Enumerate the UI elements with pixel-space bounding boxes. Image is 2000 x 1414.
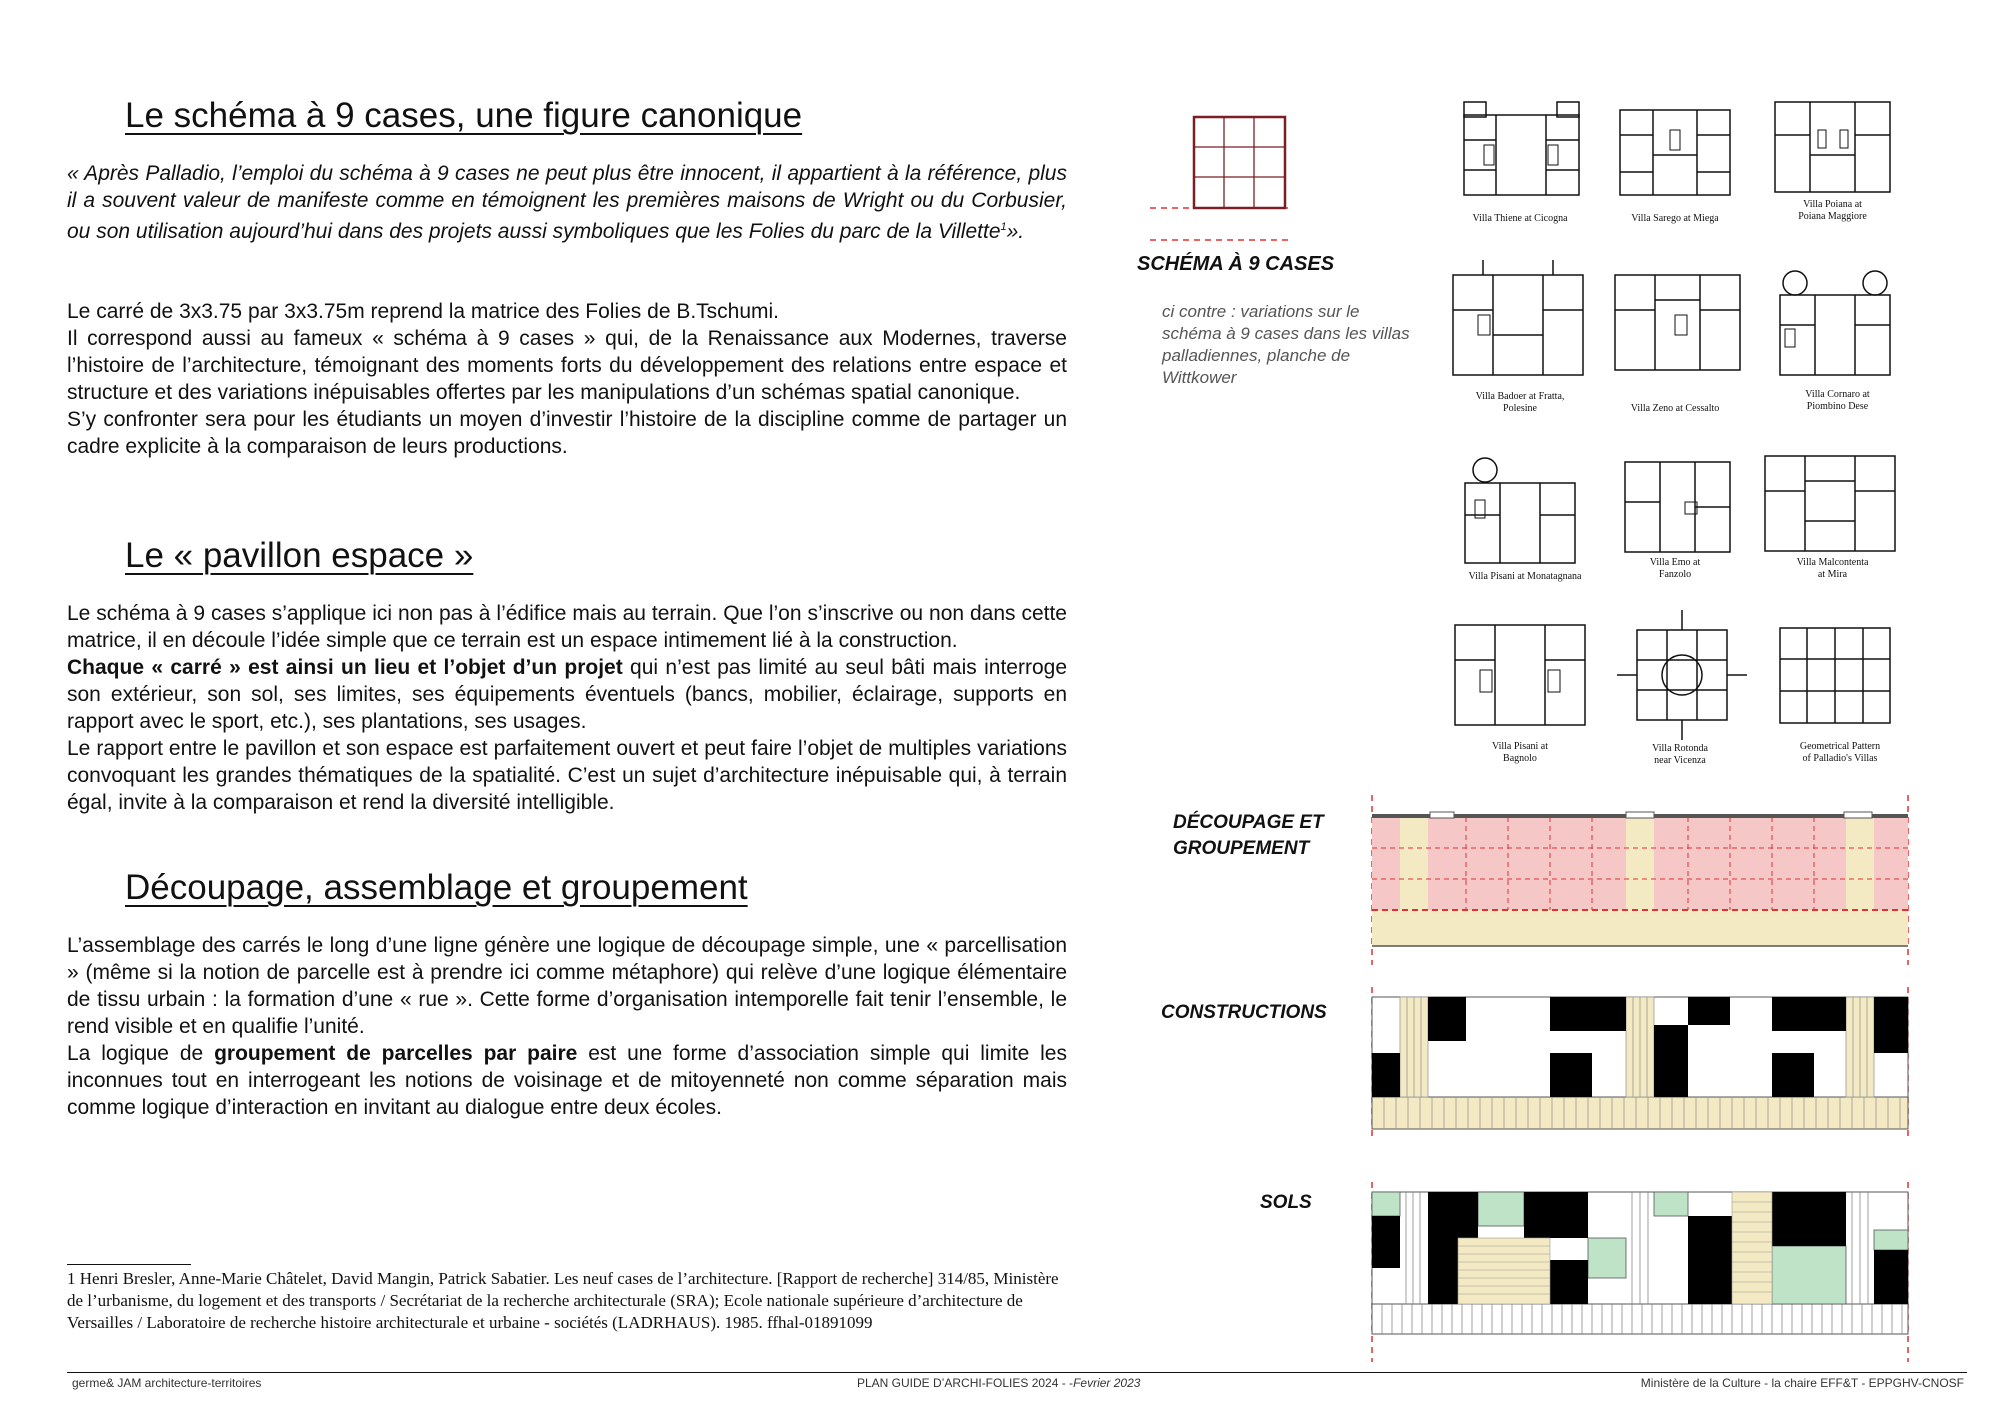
villa-caption-9: Villa Malcontenta at Mira [1796,557,1869,580]
villa-caption-8: Villa Emo at Fanzolo [1649,557,1701,580]
quote-text: « Après Palladio, l’emploi du schéma à 9 cases ne peut plus être innocent, il appartient à la référence, plus il a souvent valeur de manifeste comme en témoignent les premières maisons de Wright ou du Corbusier, ou son utilisation aujourd’hui dans des projets aussi symboliques que les Folies du parc de la Villette [67,162,1067,243]
villa-plan-poiana [1770,100,1895,200]
sols-label: SOLS [1260,1192,1312,1213]
section2-p3: Le rapport entre le pavillon et son espace est parfaitement ouvert et peut faire l’objet de multiples variations convoquant les grandes thématiques de la spatialité. C’est un sujet d’architecture inépuisable qui, à terrain égal, invite à la comparaison et rend la diversité intelligible. [67,737,1067,814]
decoupage-diagram [1370,790,1910,970]
villa-plan-malcontenta [1760,451,1900,561]
section3-p2-b: est une forme d’association simple qui limite les inconnues tout en interrogeant les notions de voisinage et de mitoyenneté non comme séparation mais comme logique d’interaction en invitant au dialogue entre deux écoles. [67,1042,1067,1119]
section1-p3: S’y confronter sera pour les étudiants un moyen d’investir l’histoire de la discipline comme de partager un cadre explicite à la comparaison de leurs productions. [67,408,1067,458]
villa-caption-6: Villa Cornaro at Piombino Dese [1805,389,1870,412]
footer-center: PLAN GUIDE D’ARCHI-FOLIES 2024 - -Fevrier 2023 [857,1376,1141,1390]
section3-p2-a: La logique de [67,1042,215,1065]
villa-caption-4: Villa Badoer at Fratta, Polesine [1475,391,1565,414]
decoupage-label: DÉCOUPAGE ET GROUPEMENT [1173,812,1324,859]
section3-p2-bold: groupement de parcelles par paire [214,1042,578,1065]
villa-plan-pisani-bagnolo [1450,620,1590,730]
villa-plan-emo [1620,457,1735,557]
section2-p2-bold: Chaque « carré » est ainsi un lieu et l’objet d’un projet [67,656,623,679]
section3-body [67,932,1067,1121]
villa-caption-11: Villa Rotonda near Vicenza [1652,743,1708,766]
section2-p2-rest: qui n’est pas limité au seul bâti mais interroge son extérieur, son sol, ses limites, ses équipements éventuels (bancs, mobilier, éclairage, supports en rapport avec le sport, etc.), ses plantations, ses usages. [67,656,1068,733]
footer-left: germe& JAM architecture-territoires [72,1376,262,1390]
villa-plan-thiene [1456,100,1586,200]
section1-p2: Il correspond aussi au fameux « schéma à 9 cases » qui, de la Renaissance aux Modernes, traverse l’histoire de l’architecture, témoignant des moments forts du développement des relations entre espace et structure et des variations inépuisables offertes par les manipulations d’un schémas spatial canonique. [67,327,1067,404]
villa-plan-badoer [1448,255,1588,385]
villa-plate [1440,95,1920,775]
villa-plan-sarego [1615,100,1735,200]
villa-caption-10: Villa Pisani at Bagnolo [1491,741,1549,764]
villa-caption-7: Villa Pisani at Monatagnana [1468,571,1582,582]
quote-palladio [67,160,1067,245]
footnote-ref[interactable]: 1 [1000,221,1007,233]
constructions-label: CONSTRUCTIONS [1161,1002,1327,1023]
quote-end: ». [1006,220,1025,243]
villa-caption-3: Villa Poiana at Poiana Maggiore [1798,199,1867,222]
section2-p1: Le schéma à 9 cases s’applique ici non pas à l’édifice mais au terrain. Que l’on s’inscrive ou non dans cette matrice, il en découle l’idée simple que ce terrain est un espace intimement lié à la construction. [67,602,1067,652]
wittkower-caption: ci contre : variations sur le schéma à 9 cases dans les villas palladiennes, planche de Wittkower [1162,302,1410,387]
section3-p2 [67,1040,1067,1121]
section2-p2 [67,654,1067,735]
heading-schema-9-cases: Le schéma à 9 cases, une figure canonique [125,96,803,135]
constructions-diagram [1370,985,1910,1140]
villa-caption-12: Geometrical Pattern of Palladio's Villas [1799,741,1881,764]
footnote-rule [67,1264,191,1265]
nine-square-diagram [1150,112,1290,242]
villa-plan-geometric-pattern [1775,623,1900,728]
footer-right: Ministère de la Culture - la chaire EFF&T - EPPGHV-CNOSF [1640,1376,1964,1390]
section3-p1: L’assemblage des carrés le long d’une ligne génère une logique de découpage simple, une « parcellisation » (même si la notion de parcelle est à prendre ici comme métaphore) qui relève d’une logique élémentaire de tissu urbain : la formation d’une « rue ». Cette forme d’organisation intemporelle fait tenir l’ensemble, le rend visible et en qualifie l’unité. [67,934,1067,1038]
villa-plan-cornaro [1775,265,1895,380]
footer-rule [67,1372,1967,1373]
heading-decoupage: Découpage, assemblage et groupement [125,868,748,907]
schema-label: SCHÉMA À 9 CASES [1137,253,1335,275]
section1-p1: Le carré de 3x3.75 par 3x3.75m reprend la matrice des Folies de B.Tschumi. [67,300,780,323]
villa-plan-zeno [1610,270,1745,380]
villa-caption-1: Villa Thiene at Cicogna [1472,213,1568,224]
villa-caption-2: Villa Sarego at Miega [1631,213,1719,224]
footnote: 1 Henri Bresler, Anne-Marie Châtelet, David Mangin, Patrick Sabatier. Les neuf cases de l’architecture. [Rapport de recherche] 314/85, Ministère de l’urbanisme, du logement et des transports / Secrétariat de la recherche architecturale (SRA); Ecole nationale supérieure d’architecture de Versailles / Laboratoire de recherche histoire architecturale et urbaine - sociétés (LADRHAUS). 1985. ffhal-01891099 [67,1269,1059,1332]
sols-diagram [1370,1180,1910,1365]
villa-caption-5: Villa Zeno at Cessalto [1630,403,1720,414]
villa-plan-pisani-montagnana [1460,455,1580,565]
heading-pavillon-espace: Le « pavillon espace » [125,536,474,575]
section1-body [67,298,1067,460]
section2-body [67,600,1067,816]
villa-plan-rotonda [1612,605,1752,745]
